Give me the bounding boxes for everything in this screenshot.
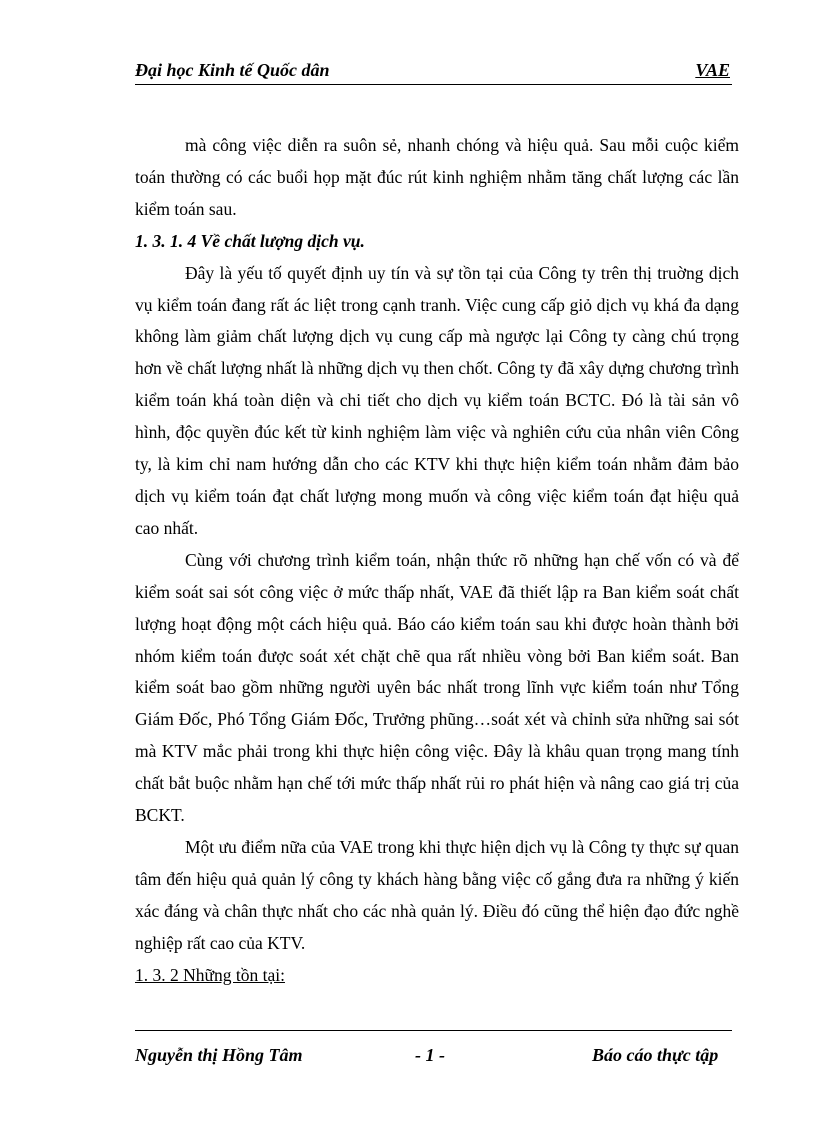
footer-report-title: Báo cáo thực tập [592,1045,719,1065]
section-heading-limitations: 1. 3. 2 Những tồn tại: [135,964,285,985]
page-footer [135,1030,732,1071]
paragraph-4: Một ưu điểm nữa của VAE trong khi thực hiện dịch vụ là Công ty thực sự quan tâm đến hiệu quả quản lý công ty khách hàng bằng việc cố gắng đưa ra những ý kiến xác đáng và chân thực nhất cho các nhà quản lý. Điều đó cũng thể hiện đạo đức nghề nghiệp rất cao của KTV. [135,836,739,953]
section-heading-quality: 1. 3. 1. 4 Về chất lượng dịch vụ. [135,230,365,251]
paragraph-2: Đây là yếu tố quyết định uy tín và sự tồn tại của Công ty trên thị truờng dịch vụ kiểm toán đang rất ác liệt trong cạnh tranh. Việc cung cấp giỏ dịch vụ khá đa dạng không làm giảm chất lượng dịch vụ cung cấp mà ngược lại Công ty càng chú trọng hơn về chất lượng nhất là những dịch vụ then chốt. Công ty đã xây dựng chương trình kiểm toán khá toàn diện và chi tiết cho dịch vụ kiểm toán BCTC. Đó là tài sản vô hình, độc quyền đúc kết từ kinh nghiệm làm việc và nghiên cứu của nhân viên Công ty, là kim chỉ nam hướng dẫn cho các KTV khi thực hiện kiểm toán nhằm đảm bảo dịch vụ kiểm toán đạt chất lượng mong muốn và công việc kiểm toán đạt hiệu quả cao nhất. [135,262,739,538]
footer-author: Nguyễn thị Hồng Tâm [135,1045,303,1065]
document-body [135,130,739,991]
header-company: VAE [695,60,730,80]
paragraph-1: mà công việc diễn ra suôn sẻ, nhanh chóng và hiệu quả. Sau mỗi cuộc kiểm toán thường có các buổi họp mặt đúc rút kinh nghiệm nhằm tăng chất lượng các lần kiểm toán sau. [135,135,739,219]
footer-page-number: - 1 - [415,1045,445,1065]
header-university: Đại học Kinh tế Quốc dân [135,60,330,80]
page-header [135,60,732,85]
paragraph-3: Cùng với chương trình kiểm toán, nhận thức rõ những hạn chế vốn có và để kiểm soát sai sót công việc ở mức thấp nhất, VAE đã thiết lập ra Ban kiểm soát chất lượng hoạt động một cách hiệu quả. Báo cáo kiểm toán sau khi được hoàn thành bởi nhóm kiểm toán được soát xét chặt chẽ qua rất nhiều vòng bởi Ban kiểm soát. Ban kiểm soát bao gồm những người uyên bác nhất trong lĩnh vực kiểm toán như Tổng Giám Đốc, Phó Tổng Giám Đốc, Trưởng phũng…soát xét và chỉnh sửa những sai sót mà KTV mắc phải trong khi thực hiện công việc. Đây là khâu quan trọng mang tính chất bắt buộc nhằm hạn chế tới mức thấp nhất rủi ro phát hiện và nâng cao giá trị của BCKT. [135,549,739,826]
